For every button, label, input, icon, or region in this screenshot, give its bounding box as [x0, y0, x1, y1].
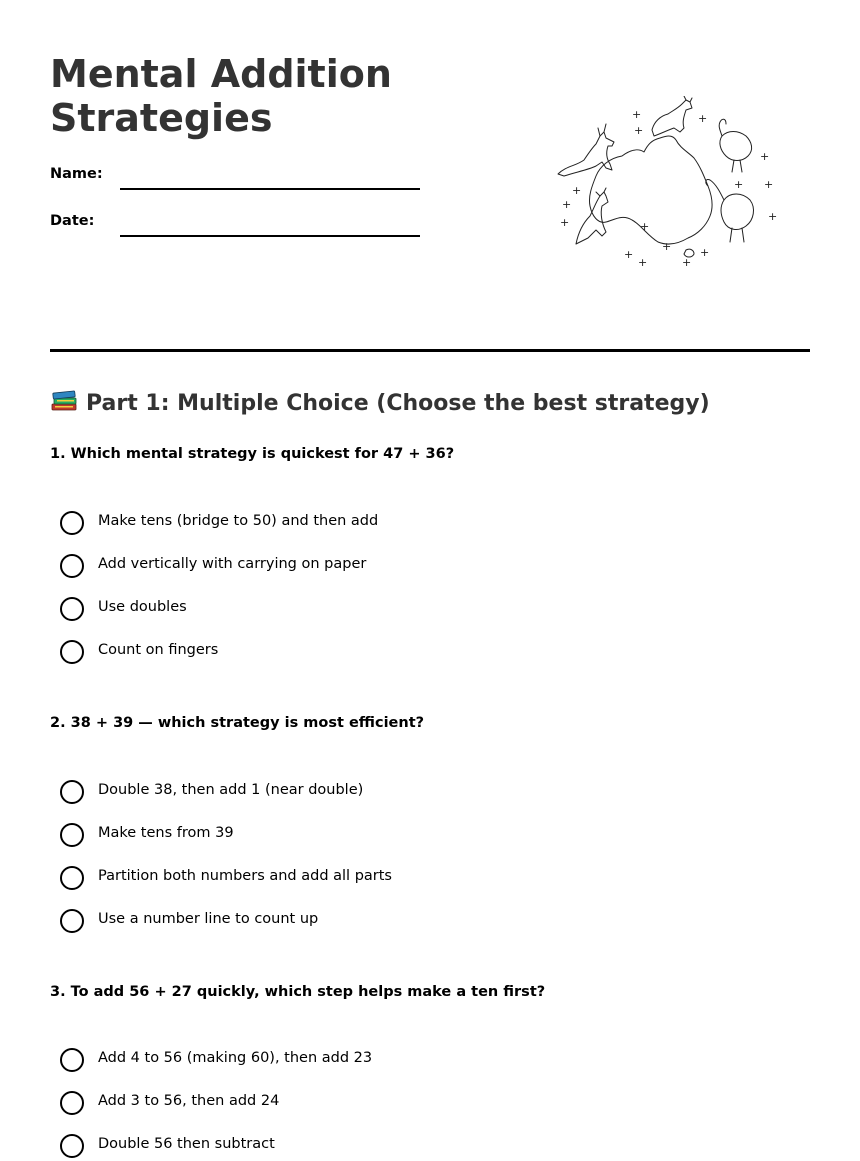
q1-option-4[interactable]: [60, 640, 760, 666]
date-field[interactable]: [50, 213, 420, 243]
option-label: Partition both numbers and add all parts: [98, 868, 392, 884]
radio-button[interactable]: [60, 554, 84, 578]
svg-text:+: +: [734, 178, 744, 191]
question-1: 1. Which mental strategy is quickest for 47 + 36?: [50, 446, 455, 462]
option-label: Use doubles: [98, 599, 187, 615]
svg-text:+: +: [700, 246, 710, 259]
name-label: Name:: [50, 166, 103, 182]
name-field[interactable]: [50, 166, 420, 196]
q2-option-1[interactable]: [60, 780, 760, 806]
date-label: Date:: [50, 213, 95, 229]
page-title: Mental Addition Strategies: [50, 52, 392, 140]
q1-option-3[interactable]: [60, 597, 760, 623]
part1-heading-text: Part 1: Multiple Choice (Choose the best strategy): [86, 391, 710, 416]
svg-text:+: +: [640, 220, 650, 233]
option-label: Add vertically with carrying on paper: [98, 556, 367, 572]
svg-text:+: +: [638, 256, 648, 269]
q3-option-1[interactable]: [60, 1048, 760, 1074]
radio-button[interactable]: [60, 640, 84, 664]
svg-text:+: +: [634, 124, 644, 137]
option-label: Use a number line to count up: [98, 911, 319, 927]
svg-text:+: +: [632, 108, 642, 121]
svg-text:+: +: [560, 216, 570, 229]
option-label: Add 3 to 56, then add 24: [98, 1093, 280, 1109]
q1-option-1[interactable]: [60, 511, 760, 537]
section-divider: [50, 349, 810, 352]
option-label: Double 38, then add 1 (near double): [98, 782, 364, 798]
option-label: Count on fingers: [98, 642, 219, 658]
svg-text:+: +: [768, 210, 778, 223]
svg-text:+: +: [624, 248, 634, 261]
q3-option-2[interactable]: [60, 1091, 760, 1117]
date-line[interactable]: [120, 235, 420, 237]
q2-option-2[interactable]: [60, 823, 760, 849]
q3-option-3[interactable]: [60, 1134, 760, 1160]
svg-text:+: +: [662, 240, 672, 253]
radio-button[interactable]: [60, 780, 84, 804]
question-2: 2. 38 + 39 — which strategy is most efficient?: [50, 715, 425, 731]
radio-button[interactable]: [60, 1091, 84, 1115]
books-icon: [50, 389, 78, 413]
q1-option-2[interactable]: [60, 554, 760, 580]
svg-text:+: +: [698, 112, 708, 125]
option-label: Double 56 then subtract: [98, 1136, 275, 1152]
svg-text:+: +: [562, 198, 572, 211]
radio-button[interactable]: [60, 866, 84, 890]
australia-animals-illustration: [548, 96, 780, 272]
radio-button[interactable]: [60, 909, 84, 933]
q2-option-3[interactable]: [60, 866, 760, 892]
svg-text:+: +: [682, 256, 692, 269]
name-line[interactable]: [120, 188, 420, 190]
radio-button[interactable]: [60, 597, 84, 621]
svg-text:+: +: [572, 184, 582, 197]
option-label: Add 4 to 56 (making 60), then add 23: [98, 1050, 373, 1066]
question-3: 3. To add 56 + 27 quickly, which step helps make a ten first?: [50, 984, 546, 1000]
option-label: Make tens (bridge to 50) and then add: [98, 513, 379, 529]
q2-option-4[interactable]: [60, 909, 760, 935]
option-label: Make tens from 39: [98, 825, 234, 841]
radio-button[interactable]: [60, 823, 84, 847]
svg-text:+: +: [764, 178, 774, 191]
part1-heading: [50, 389, 710, 419]
radio-button[interactable]: [60, 511, 84, 535]
svg-text:+: +: [760, 150, 770, 163]
radio-button[interactable]: [60, 1134, 84, 1158]
radio-button[interactable]: [60, 1048, 84, 1072]
